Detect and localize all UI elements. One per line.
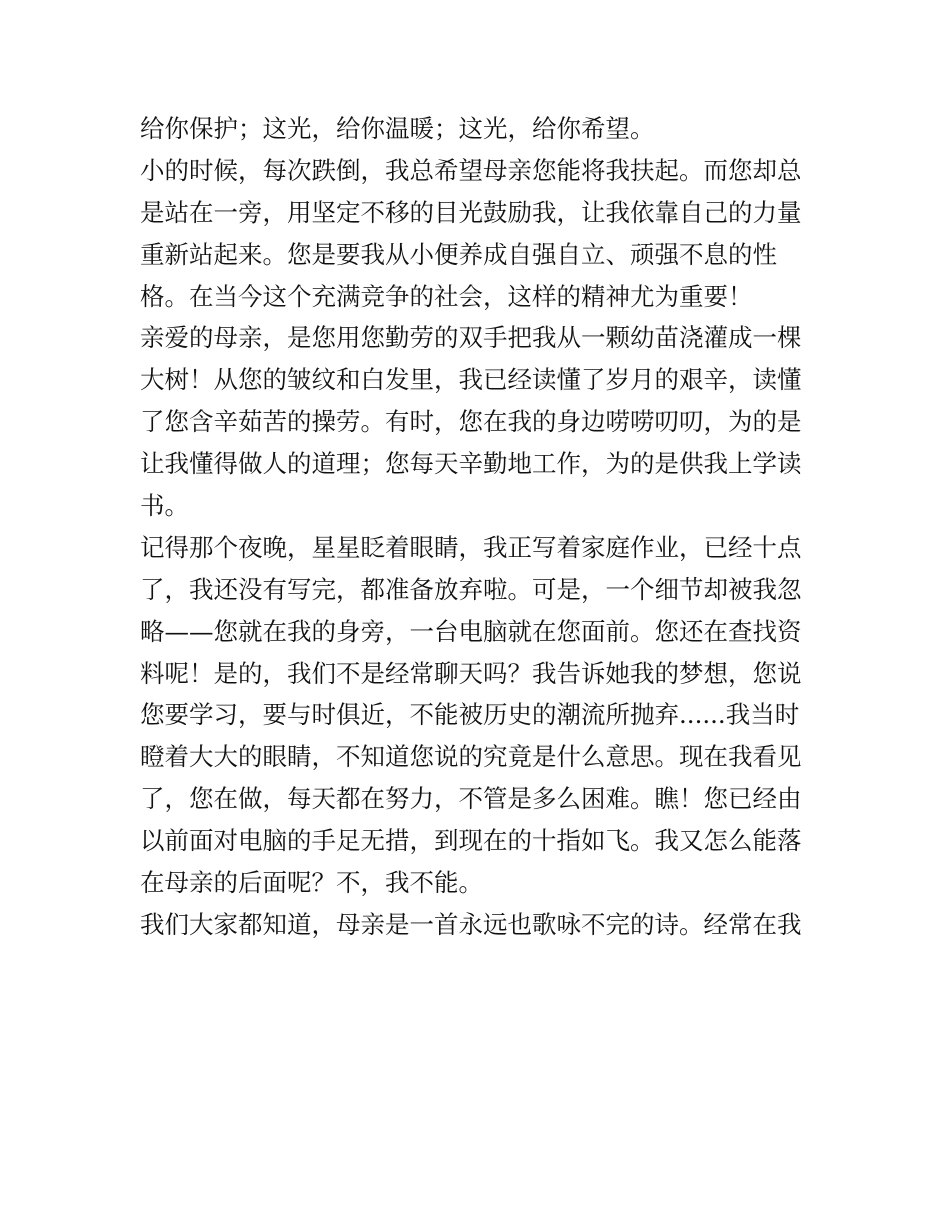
text-line-9: 让我懂得做人的道理；您每天辛勤地工作，为的是供我上学读 (140, 449, 802, 479)
text-line-15: 您要学习，要与时俱近，不能被历史的潮流所抛弃......我当时 (140, 700, 800, 730)
text-line-10: 书。 (140, 491, 189, 521)
text-line-20: 我们大家都知道，母亲是一首永远也歌咏不完的诗。经常在我 (140, 909, 802, 939)
text-line-3: 是站在一旁，用坚定不移的目光鼓励我，让我依靠自己的力量 (140, 197, 802, 227)
text-line-6: 亲爱的母亲，是您用您勤劳的双手把我从一颗幼苗浇灌成一棵 (140, 323, 802, 353)
text-line-8: 了您含辛茹苦的操劳。有时，您在我的身边唠唠叨叨，为的是 (140, 407, 802, 437)
text-line-12: 了，我还没有写完，都准备放弃啦。可是，一个细节却被我忽 (140, 574, 802, 604)
text-line-18: 以前面对电脑的手足无措，到现在的十指如飞。我又怎么能落 (140, 826, 802, 856)
text-line-11: 记得那个夜晚，星星眨着眼睛，我正写着家庭作业，已经十点 (140, 532, 802, 562)
text-line-13: 略——您就在我的身旁，一台电脑就在您面前。您还在查找资 (140, 616, 802, 646)
text-line-17: 了，您在做，每天都在努力，不管是多么困难。瞧！您已经由 (140, 784, 802, 814)
text-line-1: 给你保护；这光，给你温暖；这光，给你希望。 (140, 114, 655, 143)
essay-body (140, 108, 815, 946)
text-line-19: 在母亲的后面呢？不，我不能。 (140, 868, 483, 898)
text-line-4: 重新站起来。您是要我从小便养成自强自立、顽强不息的性 (140, 239, 777, 269)
text-line-5: 格。在当今这个充满竞争的社会，这样的精神尤为重要！ (140, 281, 753, 311)
text-line-14: 料呢！是的，我们不是经常聊天吗？我告诉她我的梦想，您说 (140, 658, 802, 688)
text-line-16: 瞪着大大的眼睛，不知道您说的究竟是什么意思。现在我看见 (140, 742, 802, 772)
text-line-7: 大树！从您的皱纹和白发里，我已经读懂了岁月的艰辛，读懂 (140, 365, 802, 395)
text-line-2: 小的时候，每次跌倒，我总希望母亲您能将我扶起。而您却总 (140, 155, 802, 185)
